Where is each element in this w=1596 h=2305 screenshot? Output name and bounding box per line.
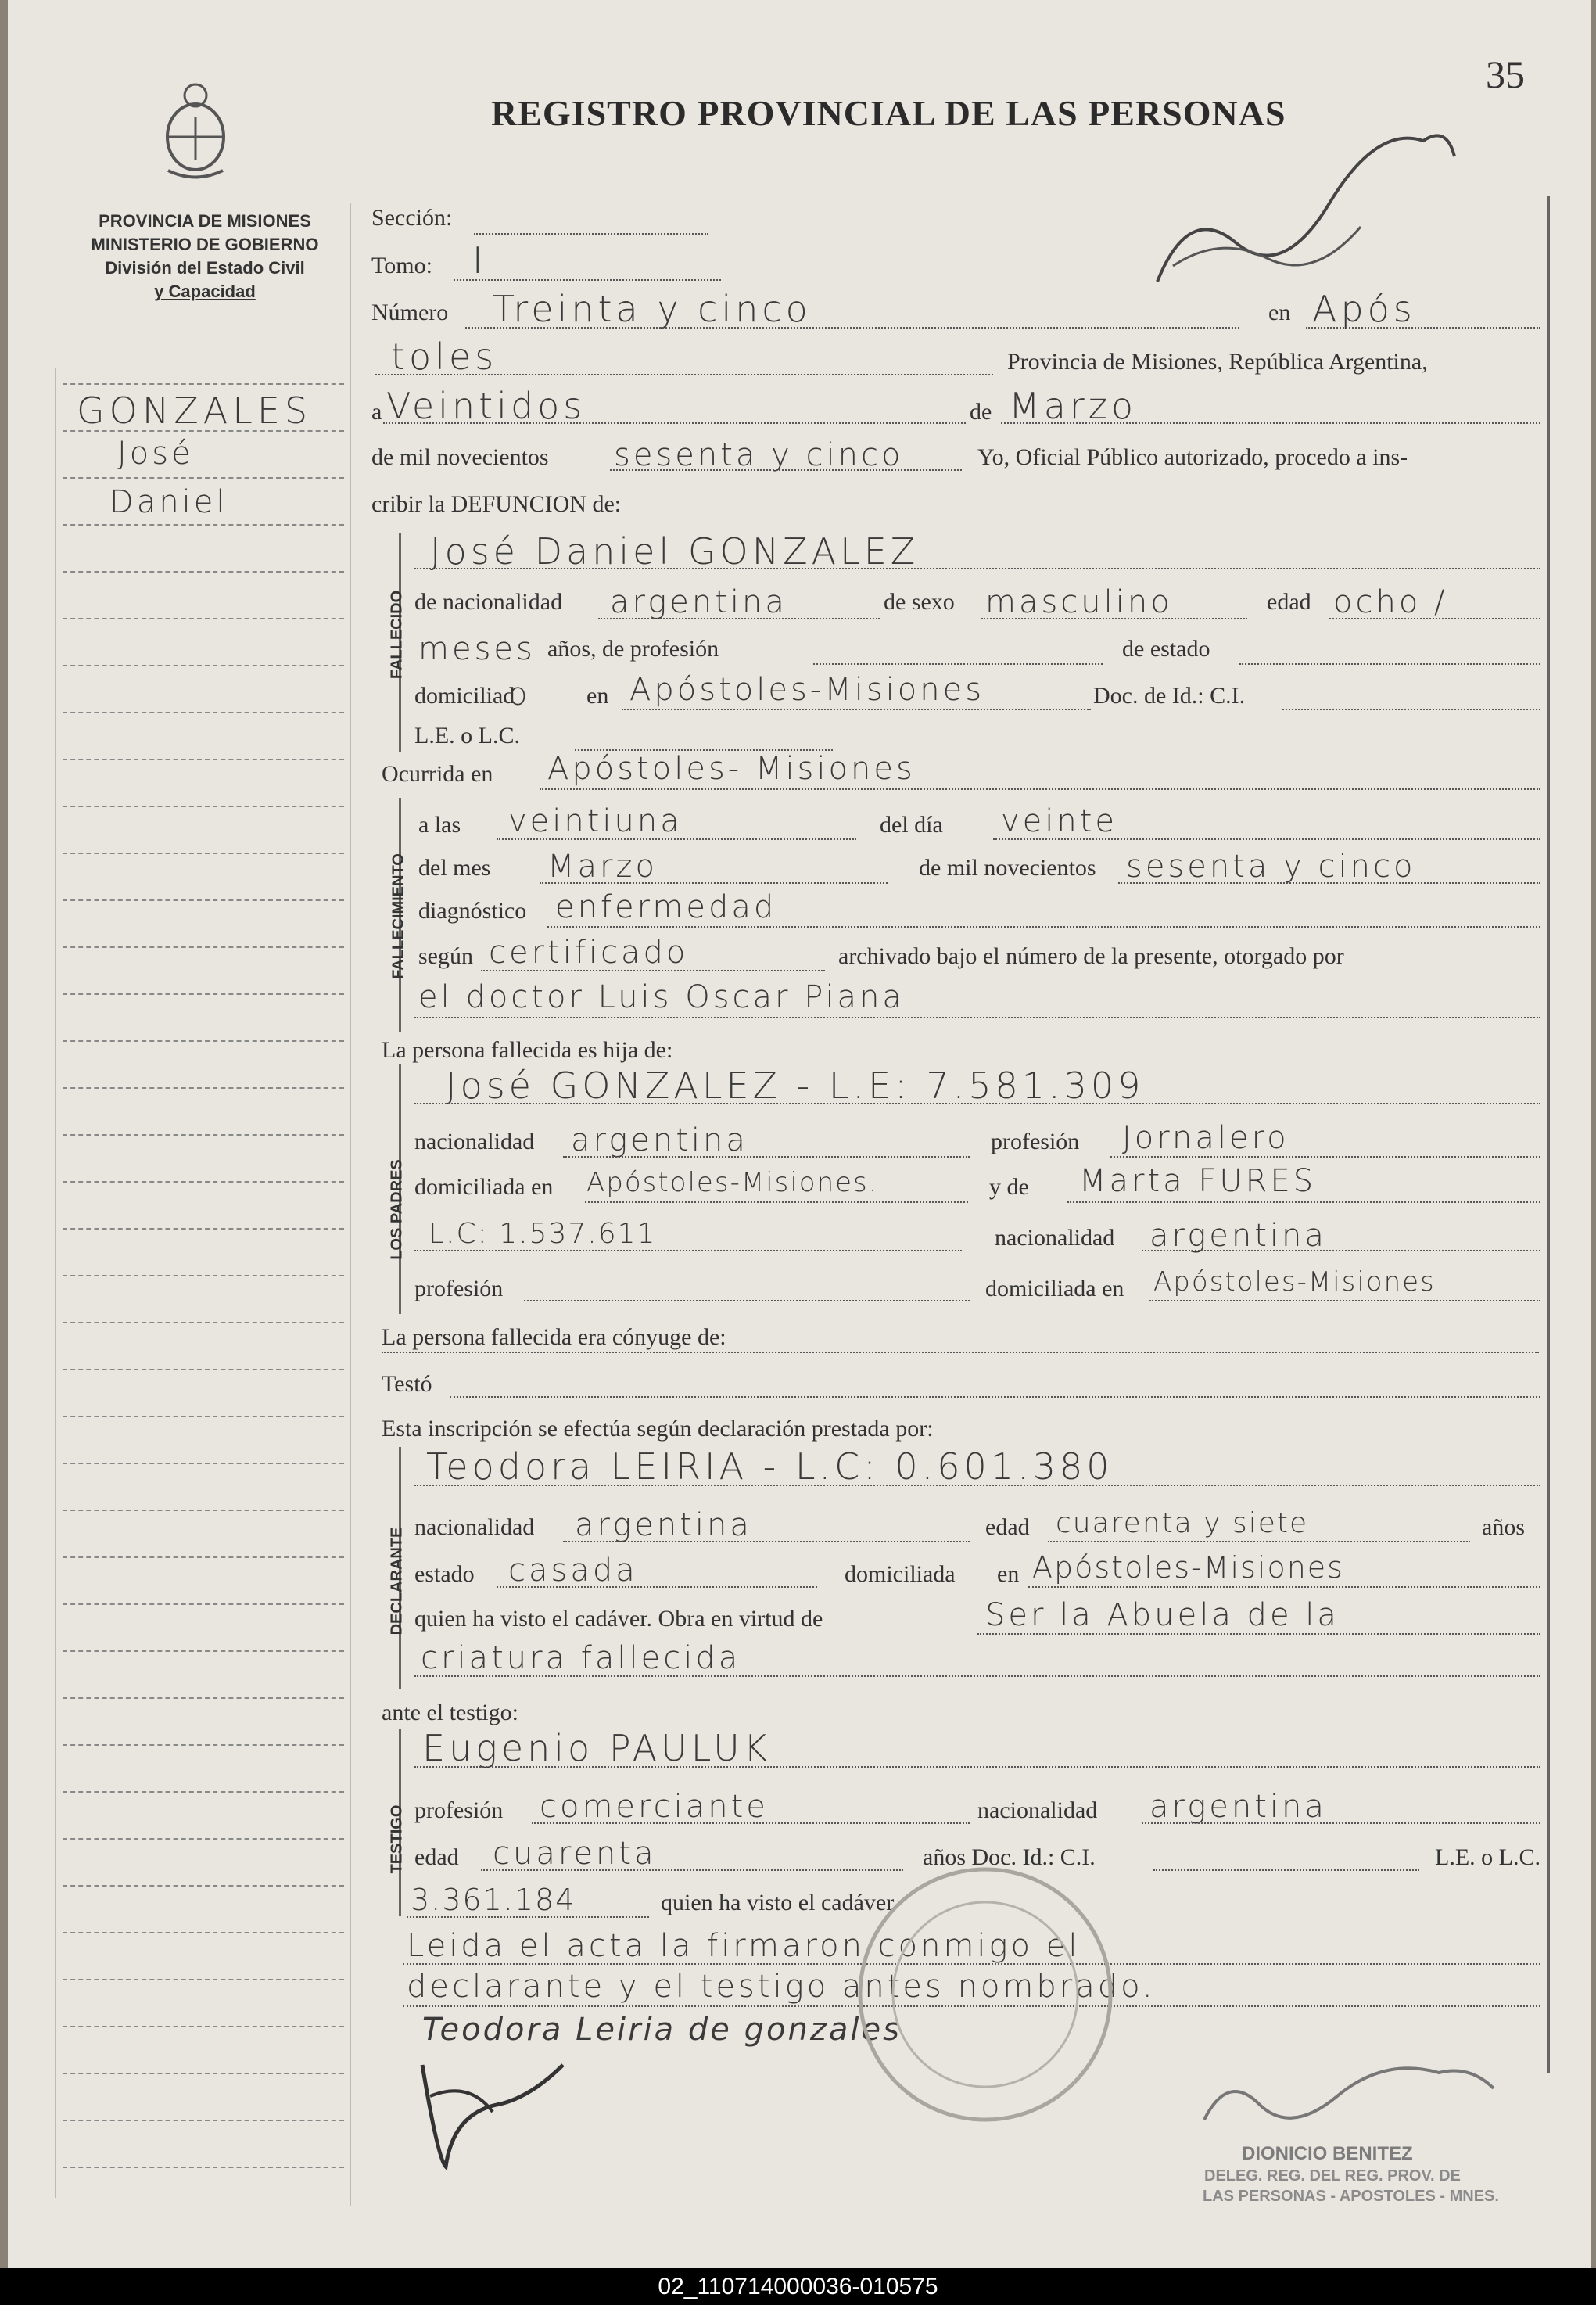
margin-ruled-line — [63, 2073, 344, 2074]
line-dia-fallecimiento — [993, 838, 1540, 840]
value-edad-2: meses — [418, 631, 536, 667]
line-anio — [610, 469, 962, 471]
margin-ruled-line — [63, 2120, 344, 2121]
label-le-lc: L.E. o L.C. — [414, 723, 520, 749]
margin-ruled-line — [63, 946, 344, 948]
label-del-mes: del mes — [418, 855, 491, 881]
line-madre-profesion — [524, 1300, 970, 1301]
value-observacion-2: declarante y el testigo antes nombrado. — [407, 1969, 1156, 2005]
line-testigo-nacionalidad — [1142, 1822, 1540, 1824]
margin-ruled-line — [63, 1744, 344, 1746]
line-declarante-estado — [497, 1586, 817, 1588]
line-madre-domicilio — [1149, 1300, 1540, 1301]
value-declarante-estado: casada — [508, 1553, 638, 1589]
line-madre-doc — [414, 1250, 962, 1251]
value-tomo: I — [472, 239, 487, 282]
label-segun: según — [418, 943, 473, 969]
signature-declarante: Teodora Leiria de gonzales — [422, 2012, 902, 2048]
label-nacionalidad: de nacionalidad — [414, 589, 563, 615]
value-domicilio-suffix: o — [508, 677, 531, 713]
value-dia: Veintidos — [386, 385, 586, 427]
label-a: a — [371, 399, 382, 425]
stamp-name: DIONICIO BENITEZ — [1242, 2143, 1413, 2164]
value-madre-domicilio: Apóstoles-Misiones — [1153, 1266, 1436, 1298]
margin-ruled-line — [63, 1603, 344, 1605]
margin-second-name: Daniel — [109, 484, 228, 520]
label-declarante-nacionalidad: nacionalidad — [414, 1514, 535, 1540]
margin-ruled-line — [63, 1087, 344, 1089]
value-testigo: Eugenio PAULUK — [422, 1727, 771, 1769]
value-en-2: toles — [391, 336, 498, 378]
left-rule — [55, 368, 56, 2198]
margin-ruled-line — [63, 524, 344, 526]
margin-ruled-line — [63, 1697, 344, 1699]
line-padre-nacionalidad — [563, 1156, 970, 1158]
line-testo — [450, 1396, 1540, 1398]
line-padre — [414, 1103, 1540, 1104]
value-sexo: masculino — [985, 584, 1173, 620]
label-numero: Número — [371, 300, 449, 325]
margin-ruled-line — [63, 665, 344, 666]
line-madre — [1067, 1201, 1540, 1203]
margin-ruled-line — [63, 1885, 344, 1887]
label-madre-nacionalidad: nacionalidad — [995, 1225, 1115, 1251]
label-de-mil-novecientos: de mil novecientos — [919, 855, 1096, 881]
sidebar-padres: LOS PADRES — [388, 1159, 406, 1260]
label-testigo-nacionalidad: nacionalidad — [977, 1797, 1098, 1823]
line-declarante-domicilio — [1028, 1586, 1540, 1588]
line-profesion — [813, 663, 1103, 665]
label-tomo: Tomo: — [371, 253, 432, 278]
line-segun — [481, 970, 825, 971]
line-declarante-nacionalidad — [563, 1541, 970, 1542]
value-declarante-edad: cuarenta y siete — [1056, 1507, 1309, 1539]
margin-ruled-line — [63, 1463, 344, 1464]
value-declarante-nacionalidad: argentina — [575, 1507, 752, 1543]
value-padre: José GONZALEZ - L.E: 7.581.309 — [446, 1065, 1145, 1107]
label-declarante-en: en — [997, 1561, 1020, 1587]
label-declarante-anos: años — [1482, 1514, 1525, 1540]
margin-ruled-line — [63, 1134, 344, 1136]
value-anio: sesenta y cinco — [614, 437, 904, 473]
label-del-dia: del día — [880, 812, 943, 838]
line-testigo-edad — [481, 1869, 903, 1871]
margin-ruled-line — [63, 1228, 344, 1230]
value-en-1: Após — [1312, 288, 1416, 330]
sidebar-fallecimiento: FALLECIMIENTO — [389, 853, 407, 979]
label-cribir: cribir la DEFUNCION de: — [371, 491, 622, 517]
margin-ruled-line — [63, 1181, 344, 1183]
value-madre: Marta FURES — [1079, 1163, 1317, 1199]
line-declarante — [414, 1485, 1540, 1486]
margin-ruled-line — [63, 806, 344, 807]
label-domicilio-en: en — [586, 683, 609, 709]
value-doctor: el doctor Luis Oscar Piana — [418, 979, 905, 1015]
value-padre-domicilio: Apóstoles-Misiones. — [586, 1167, 879, 1198]
value-declarante-domicilio: Apóstoles-Misiones — [1032, 1550, 1344, 1585]
margin-ruled-line — [63, 1650, 344, 1652]
sidebar-fallecido: FALLECIDO — [388, 590, 406, 680]
label-diagnostico: diagnóstico — [418, 898, 527, 924]
margin-ruled-line — [63, 1932, 344, 1933]
page-number: 35 — [1486, 52, 1525, 96]
label-hija-de: La persona fallecida es hija de: — [382, 1037, 673, 1063]
label-madre-domicilio: domiciliada en — [985, 1276, 1124, 1301]
line-seccion — [474, 233, 708, 235]
label-testigo-profesion: profesión — [414, 1797, 504, 1823]
line-padre-domicilio — [585, 1201, 968, 1203]
signature-official — [1181, 2041, 1509, 2143]
stamp-line-2: DELEG. REG. DEL REG. PROV. DE — [1204, 2167, 1461, 2185]
line-declarante-edad — [1048, 1541, 1470, 1542]
line-fallecido-nombre — [414, 568, 1540, 569]
line-edad — [1329, 618, 1540, 619]
value-testigo-doc: 3.361.184 — [411, 1883, 576, 1917]
value-dia-fallecimiento: veinte — [1001, 803, 1118, 839]
label-ocurrida: Ocurrida en — [382, 761, 493, 787]
margin-ruled-line — [63, 1369, 344, 1370]
margin-ruled-line — [63, 899, 344, 901]
label-ante-testigo: ante el testigo: — [382, 1700, 518, 1725]
line-en — [1306, 327, 1540, 329]
line-en-2 — [375, 374, 993, 375]
line-numero — [465, 327, 1239, 329]
line-padre-profesion — [1110, 1156, 1540, 1158]
margin-ruled-line — [63, 571, 344, 573]
label-padre-nacionalidad: nacionalidad — [414, 1129, 535, 1154]
label-conyuge: La persona fallecida era cónyuge de: — [382, 1324, 726, 1350]
margin-ruled-line — [63, 712, 344, 713]
value-nacionalidad: argentina — [610, 584, 787, 620]
label-edad: edad — [1267, 589, 1311, 615]
margin-ruled-line — [63, 1791, 344, 1793]
label-madre-profesion: profesión — [414, 1276, 504, 1301]
margin-ruled-line — [63, 1275, 344, 1276]
label-a-las: a las — [418, 812, 461, 838]
line-diagnostico — [547, 926, 1540, 928]
label-domiciliad: domiciliad — [414, 683, 515, 709]
margin-first-name: José — [117, 436, 194, 472]
margin-ruled-line — [63, 1322, 344, 1323]
margin-ruled-line — [63, 383, 344, 385]
label-declarante-edad: edad — [985, 1514, 1030, 1540]
label-estado: de estado — [1122, 636, 1210, 662]
label-testigo-le-lc: L.E. o L.C. — [1435, 1844, 1540, 1870]
line-nacionalidad — [598, 618, 880, 619]
value-mes-fallecimiento: Marzo — [547, 849, 658, 885]
value-testigo-profesion: comerciante — [540, 1789, 769, 1825]
value-madre-doc: L.C: 1.537.611 — [429, 1218, 657, 1250]
label-inscripcion: Esta inscripción se efectúa según declaración prestada por: — [382, 1416, 934, 1442]
value-anio-fallecimiento: sesenta y cinco — [1126, 849, 1416, 885]
line-testigo-ci — [1153, 1869, 1419, 1871]
sidebar-testigo: TESTIGO — [388, 1804, 406, 1874]
label-declarante-estado: estado — [414, 1561, 475, 1587]
margin-ruled-line — [63, 2026, 344, 2027]
label-en: en — [1268, 300, 1291, 325]
right-margin-line — [1547, 196, 1550, 2073]
margin-ruled-line — [63, 2167, 344, 2168]
label-anos-profesion: años, de profesión — [547, 636, 719, 662]
ministry-block: PROVINCIA DE MISIONES MINISTERIO DE GOBIERNO División del Estado Civil y Capacidad — [91, 211, 319, 301]
line-tomo — [454, 279, 721, 281]
line-doctor — [414, 1017, 1540, 1018]
label-mil: de mil novecientos — [371, 444, 549, 470]
image-caption: 02_110714000036-010575 — [0, 2268, 1596, 2305]
margin-ruled-line — [63, 1556, 344, 1558]
line-testigo — [414, 1766, 1540, 1768]
margin-ruled-line — [63, 1510, 344, 1511]
margin-surname: GONZALES — [77, 390, 313, 432]
value-declarante-virtud-2: criatura fallecida — [421, 1640, 741, 1676]
label-testo: Testó — [382, 1371, 432, 1397]
left-margin-divider — [350, 203, 351, 2206]
margin-ruled-line — [63, 1838, 344, 1840]
line-madre-nacionalidad — [1142, 1250, 1540, 1251]
value-fallecido-nombre: José Daniel GONZALEZ — [430, 530, 920, 573]
value-declarante-virtud-1: Ser la Abuela de la — [985, 1597, 1340, 1633]
value-observacion-1: Leida el acta la firmaron conmigo el — [407, 1928, 1081, 1964]
value-declarante: Teodora LEIRIA - L.C: 0.601.380 — [426, 1445, 1114, 1488]
margin-ruled-line — [63, 1040, 344, 1042]
label-padre-profesion: profesión — [991, 1129, 1080, 1154]
line-anio-fallecimiento — [1118, 882, 1540, 884]
label-testigo-anos-doc: años Doc. Id.: C.I. — [923, 1844, 1096, 1870]
sidebar-declarante: DECLARANTE — [388, 1527, 406, 1635]
coat-of-arms-icon — [160, 78, 231, 180]
value-numero: Treinta y cinco — [493, 288, 812, 330]
margin-ruled-line — [63, 759, 344, 760]
label-declarante-domiciliada: domiciliada — [845, 1561, 956, 1587]
label-provincia: Provincia de Misiones, República Argentina, — [1007, 349, 1428, 375]
label-de-mes: de — [970, 399, 992, 425]
value-domicilio: Apóstoles-Misiones — [629, 672, 985, 708]
value-madre-nacionalidad: argentina — [1149, 1218, 1327, 1254]
page-title: REGISTRO PROVINCIAL DE LAS PERSONAS — [491, 93, 1286, 133]
line-estado — [1239, 663, 1540, 665]
line-domicilio — [622, 709, 1091, 710]
value-edad-1: ocho / — [1333, 584, 1448, 620]
line-hora — [497, 838, 856, 840]
value-padre-profesion: Jornalero — [1122, 1120, 1289, 1156]
line-ocurrida — [540, 788, 1540, 790]
signature-top — [1142, 110, 1470, 297]
line-conyuge — [382, 1352, 1539, 1353]
value-ocurrida: Apóstoles- Misiones — [547, 751, 916, 787]
stamp-line-3: LAS PERSONAS - APOSTOLES - MNES. — [1203, 2188, 1499, 2205]
signature-testigo — [407, 2049, 579, 2174]
label-doc-id: Doc. de Id.: C.I. — [1093, 683, 1246, 709]
margin-ruled-line — [63, 853, 344, 854]
margin-ruled-line — [63, 993, 344, 995]
value-segun: certificado — [489, 935, 689, 971]
value-testigo-edad: cuarenta — [493, 1836, 657, 1872]
label-testigo-edad: edad — [414, 1844, 459, 1870]
line-sexo — [981, 618, 1247, 619]
official-seal-icon — [852, 1862, 1118, 2127]
label-quien-obra: quien ha visto el cadáver. Obra en virtud de — [414, 1606, 823, 1632]
value-testigo-nacionalidad: argentina — [1149, 1789, 1327, 1825]
line-dia — [383, 422, 966, 424]
value-hora: veintiuna — [508, 803, 683, 839]
value-mes: Marzo — [1009, 385, 1138, 427]
label-archivado: archivado bajo el número de la presente, otorgado por — [838, 943, 1344, 969]
line-declarante-virtud-2 — [414, 1675, 1540, 1677]
line-testigo-profesion — [532, 1822, 970, 1824]
document-page — [8, 0, 1591, 2268]
label-yo: Yo, Oficial Público autorizado, procedo a ins- — [977, 444, 1408, 470]
value-padre-nacionalidad: argentina — [571, 1122, 748, 1158]
line-doc-id — [1282, 709, 1540, 710]
label-seccion: Sección: — [371, 205, 453, 231]
label-quien-ha-visto: quien ha visto el cadáver — [661, 1890, 895, 1915]
label-sexo: de sexo — [884, 589, 955, 615]
line-declarante-virtud-1 — [977, 1633, 1540, 1635]
margin-ruled-line — [63, 477, 344, 479]
margin-ruled-line — [63, 1416, 344, 1417]
label-y-de: y de — [989, 1174, 1029, 1200]
margin-ruled-line — [63, 1979, 344, 1980]
line-testigo-doc — [407, 1916, 649, 1918]
value-diagnostico: enfermedad — [555, 889, 777, 925]
line-mes — [1001, 422, 1540, 424]
margin-ruled-line — [63, 618, 344, 619]
label-padre-domicilio: domiciliada en — [414, 1174, 554, 1200]
line-mes-fallecimiento — [540, 882, 888, 884]
